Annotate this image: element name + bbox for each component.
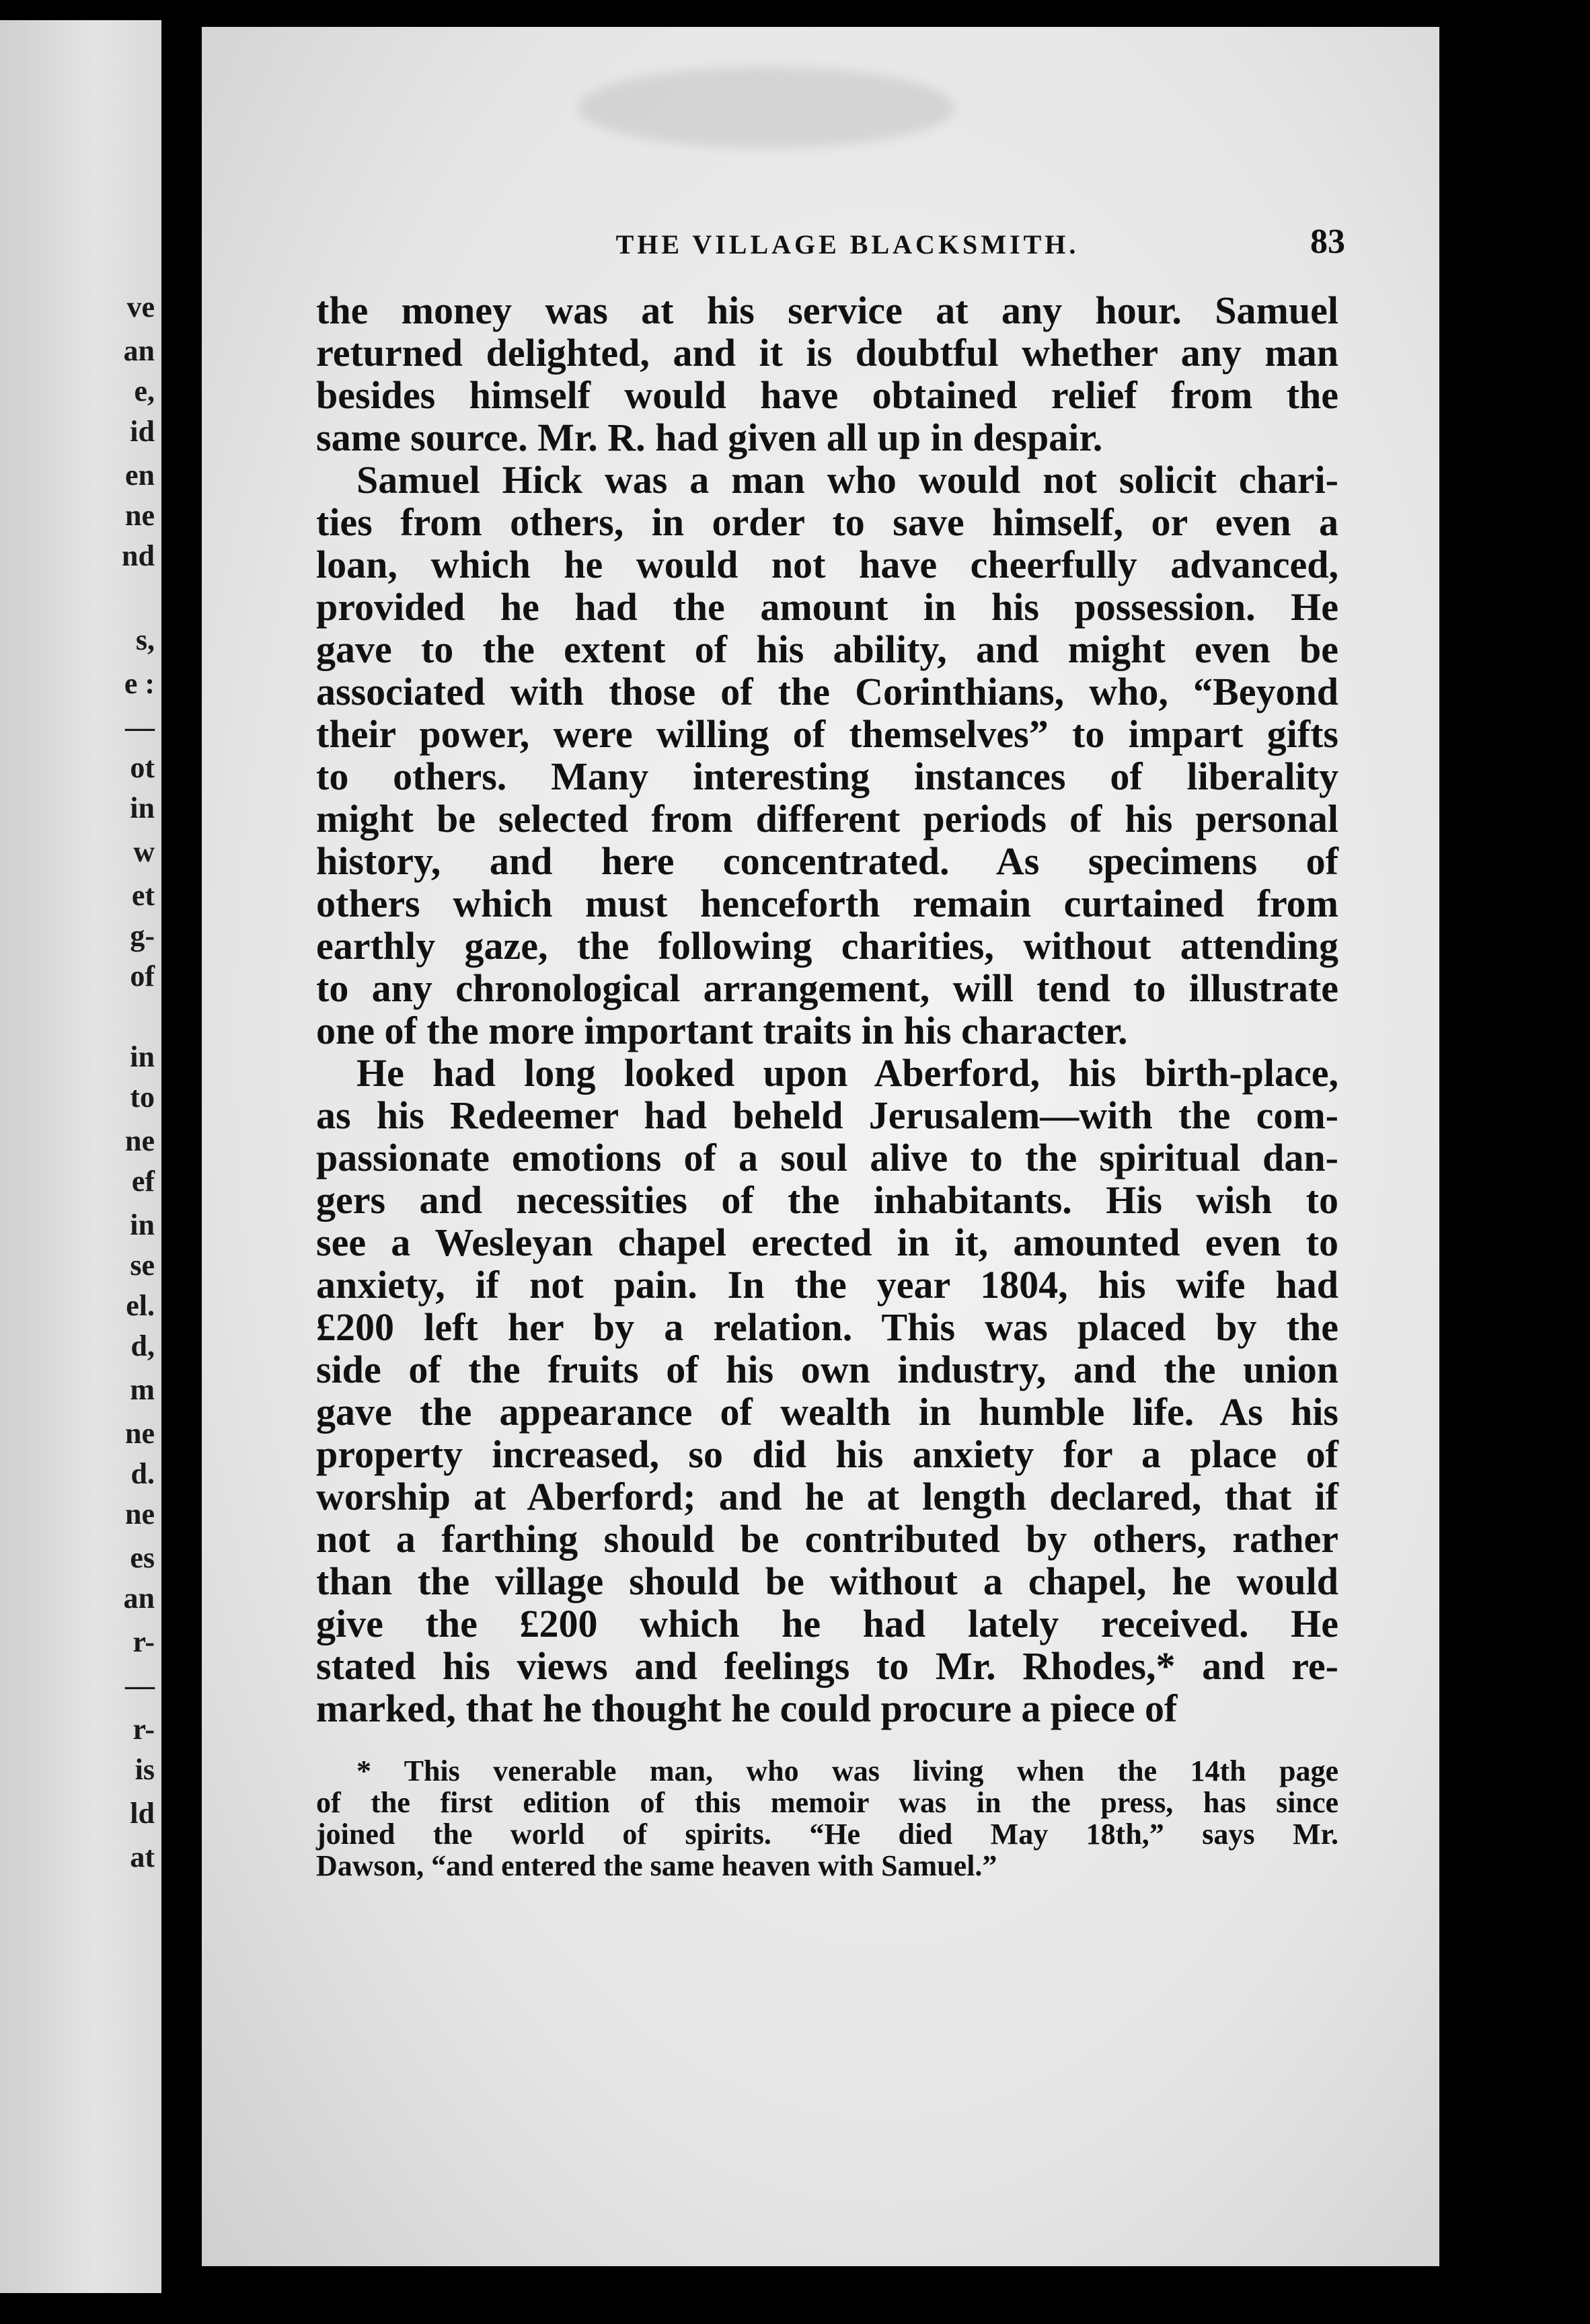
- facing-page-fragment: ot: [130, 751, 155, 784]
- text-line: their power, were willing of themselves” to impart gifts: [316, 712, 1338, 756]
- footnote: [316, 1755, 1338, 1882]
- text-line: earthly gaze, the following charities, without attending: [316, 924, 1338, 968]
- text-line: one of the more important traits in his character.: [316, 1009, 1128, 1052]
- text-line: might be selected from different periods of his personal: [316, 797, 1338, 841]
- facing-page-fragment: ld: [130, 1797, 155, 1830]
- facing-page-fragment: is: [135, 1753, 155, 1786]
- facing-page-fragment: in: [130, 1040, 155, 1073]
- book-page: [202, 27, 1439, 2266]
- footnote-line: Dawson, “and entered the same heaven with Samuel.”: [316, 1849, 997, 1882]
- text-line: as his Redeemer had beheld Jerusalem—with the com-: [316, 1093, 1338, 1137]
- text-line: loan, which he would not have cheerfully advanced,: [316, 543, 1338, 586]
- facing-page-fragment: ne: [125, 499, 155, 532]
- facing-page-fragment: to: [130, 1081, 155, 1114]
- facing-page-fragment: nd: [122, 539, 155, 572]
- facing-page-fragment: ne: [125, 1124, 155, 1157]
- facing-page-fragment: en: [125, 459, 155, 492]
- facing-page-fragment: in: [130, 791, 155, 824]
- facing-page-fragment: et: [131, 879, 155, 912]
- text-line: to others. Many interesting instances of liberality: [316, 754, 1338, 798]
- facing-page-fragment: d.: [130, 1457, 155, 1490]
- text-line: history, and here concentrated. As specimens of: [316, 839, 1338, 883]
- text-line: ties from others, in order to save himself, or even a: [316, 500, 1338, 544]
- facing-page-fragment: id: [130, 415, 155, 448]
- facing-page-fragment: es: [130, 1541, 155, 1574]
- facing-page-fragment: w: [133, 835, 155, 868]
- facing-page-fragment: an: [123, 1582, 155, 1615]
- text-line: He had long looked upon Aberford, his birth-place,: [356, 1051, 1338, 1095]
- footnote-line: of the first edition of this memoir was in the press, has since: [316, 1786, 1338, 1819]
- text-line: see a Wesleyan chapel erected in it, amounted even to: [316, 1221, 1338, 1264]
- text-line: marked, that he thought he could procure a piece of: [316, 1687, 1178, 1730]
- facing-page-fragment: se: [130, 1249, 155, 1282]
- text-line: side of the fruits of his own industry, and the union: [316, 1348, 1338, 1391]
- text-line: gave the appearance of wealth in humble life. As his: [316, 1390, 1338, 1434]
- text-line: give the £200 which he had lately received. He: [316, 1602, 1338, 1645]
- text-line: than the village should be without a chapel, he would: [316, 1559, 1338, 1603]
- facing-page-fragment: d,: [130, 1329, 155, 1362]
- text-line: anxiety, if not pain. In the year 1804, his wife had: [316, 1263, 1338, 1307]
- footnote-line: * This venerable man, who was living when the 14th page: [356, 1754, 1338, 1787]
- facing-page-fragment: of: [130, 960, 155, 993]
- text-line: besides himself would have obtained relief from the: [316, 373, 1338, 417]
- text-line: gave to the extent of his ability, and might even be: [316, 627, 1338, 671]
- facing-page-fragment: s,: [135, 623, 155, 656]
- text-line: associated with those of the Corinthians, who, “Beyond: [316, 670, 1338, 713]
- text-line: worship at Aberford; and he at length declared, that if: [316, 1475, 1338, 1518]
- footnote-line: joined the world of spirits. “He died May 18th,” says Mr.: [316, 1818, 1338, 1851]
- text-line: Samuel Hick was a man who would not solicit chari-: [356, 458, 1338, 502]
- facing-page-fragment: in: [130, 1208, 155, 1241]
- facing-page-fragment: g-: [130, 919, 155, 952]
- facing-page-fragment: ne: [125, 1417, 155, 1450]
- facing-page-fragment: an: [123, 334, 155, 367]
- page-stain: [578, 67, 955, 148]
- left-facing-page: [0, 20, 161, 2293]
- text-line: provided he had the amount in his possession. He: [316, 585, 1338, 629]
- facing-page-fragment: el.: [126, 1289, 155, 1322]
- facing-page-fragment: r-: [132, 1713, 155, 1746]
- facing-page-fragment: ne: [125, 1498, 155, 1531]
- text-line: gers and necessities of the inhabitants. His wish to: [316, 1178, 1338, 1222]
- text-line: same source. Mr. R. had given all up in despair.: [316, 416, 1103, 459]
- facing-page-fragment: at: [130, 1841, 155, 1873]
- text-line: £200 left her by a relation. This was placed by the: [316, 1305, 1338, 1349]
- text-line: returned delighted, and it is doubtful whether any man: [316, 331, 1338, 375]
- facing-page-fragment: m: [130, 1373, 155, 1406]
- facing-page-fragment: —: [125, 711, 155, 744]
- facing-page-fragment: —: [125, 1669, 155, 1702]
- facing-page-fragment: r-: [132, 1625, 155, 1658]
- running-head: THE VILLAGE BLACKSMITH.: [615, 229, 1080, 260]
- facing-page-fragment: e,: [134, 375, 155, 408]
- page-number: 83: [1310, 223, 1345, 261]
- facing-page-fragment: ve: [126, 290, 155, 323]
- text-line: to any chronological arrangement, will tend to illustrate: [316, 966, 1338, 1010]
- facing-page-fragment: e :: [124, 667, 155, 700]
- text-line: the money was at his service at any hour. Samuel: [316, 288, 1338, 332]
- facing-page-fragment: ef: [131, 1165, 155, 1198]
- text-line: property increased, so did his anxiety for a place of: [316, 1432, 1338, 1476]
- text-line: not a farthing should be contributed by others, rather: [316, 1517, 1338, 1561]
- text-line: stated his views and feelings to Mr. Rhodes,* and re-: [316, 1644, 1338, 1688]
- page-header: [350, 222, 1345, 276]
- text-line: others which must henceforth remain curtained from: [316, 882, 1338, 925]
- body-text: [316, 289, 1338, 1730]
- text-line: passionate emotions of a soul alive to the spiritual dan-: [316, 1136, 1338, 1179]
